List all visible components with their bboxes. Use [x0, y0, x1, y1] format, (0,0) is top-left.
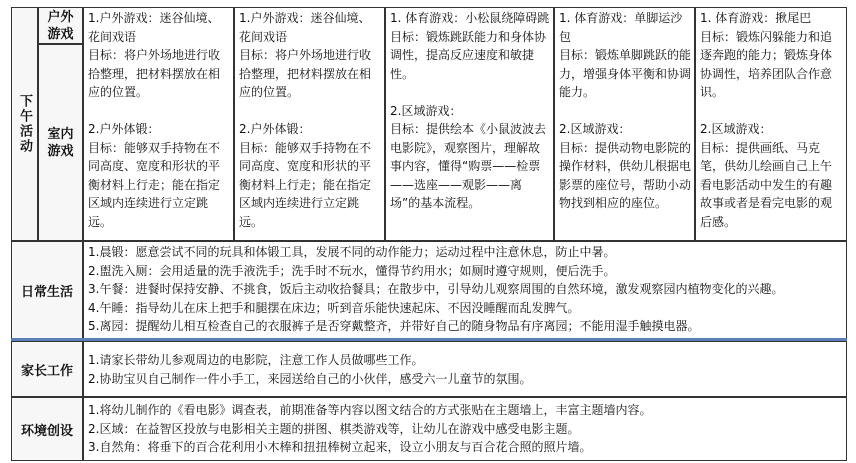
parent-item-1: 1.请家长带幼儿参观周边的电影院，注意工作人员做哪些工作。: [88, 353, 424, 367]
daily-item-nap: 4.午睡：指导幼儿在床上把手和腿摆在床边；听到音乐能快速起床、不因没睡醒而乱发脾气。: [88, 300, 580, 315]
indoor-activity-goal: 目标：提供画纸、马克笔，供幼儿绘画自己上午看电影活动中发生的有趣故事或者是看完电影的观后感。: [700, 140, 833, 229]
environment-item-3: 3.自然角：将垂下的百合花利用小木棒和扭扭棒树立起来，设立小朋友与百合花合照的照片墙。: [88, 440, 592, 454]
outdoor-activity-title: 1. 体育游戏：单脚运沙包: [559, 11, 683, 44]
afternoon-activity-header: [11, 7, 38, 241]
afternoon-activity-label: 下午活动: [17, 94, 32, 154]
environment-content: [83, 397, 847, 461]
outdoor-activity-goal: 目标：锻炼闪躲能力和追逐奔跑的能力；锻炼身体协调性，培养团队合作意识。: [700, 29, 833, 99]
indoor-activity-title: 2.区域游戏：: [700, 122, 772, 136]
outdoor-activity-title: 1.户外游戏：迷谷仙境、花间戏语: [239, 11, 371, 44]
parent-work-label: 家长工作: [20, 363, 73, 379]
day-column-3: [385, 7, 554, 241]
indoor-activity-title: 2.户外体锻：: [88, 122, 160, 136]
daily-life-header: [11, 241, 83, 339]
outdoor-activity-goal: 目标：将户外场地进行收拾整理，把材料摆放在相应的位置。: [239, 48, 372, 99]
parent-item-2: 2.协助宝贝自己制作一件小手工，来园送给自己的小伙伴，感受六一儿童节的氛围。: [88, 371, 532, 386]
daily-item-washing: 2.盥洗入厕：会用适量的洗手液洗手；洗手时不玩水，懂得节约用水；如厕时遵守规则，便后洗手。: [88, 263, 616, 278]
outdoor-game-label: 户外游戏: [47, 9, 74, 42]
indoor-activity-title: 2.区域游戏：: [559, 122, 631, 136]
day-column-1: [83, 7, 234, 241]
environment-item-2: 2.区域：在益智区投放与电影相关主题的拼图、棋类游戏等，让幼儿在游戏中感受电影主题。: [88, 421, 580, 436]
day-column-2: [234, 7, 385, 241]
outdoor-activity-title: 1. 体育游戏：揪尾巴: [700, 11, 812, 25]
outdoor-activity-title: 1.户外游戏：迷谷仙境、花间戏语: [88, 11, 220, 44]
outdoor-activity-title: 1. 体育游戏：小松鼠绕障碍跳: [390, 11, 550, 25]
environment-label: 环境创设: [20, 423, 73, 439]
daily-item-leaving: 5.离园：提醒幼儿相互检查自己的衣服裤子是否穿戴整齐，并带好自己的随身物品有序离园；不能用湿手触摸电器。: [88, 319, 700, 333]
indoor-game-header: [38, 44, 83, 241]
environment-item-1: 1.将幼儿制作的《看电影》调查表，前期准备等内容以图文结合的方式张贴在主题墙上，丰富主题墙内容。: [88, 403, 652, 417]
daily-life-content: [83, 241, 847, 339]
indoor-activity-goal: 目标：能够双手持物在不同高度、宽度和形状的平衡材料上行走；能在指定区域内连续进行立定跳远。: [239, 140, 372, 229]
outdoor-activity-goal: 目标：锻炼跳跃能力和身体协调性，提高反应速度和敏捷性。: [390, 29, 547, 81]
parent-work-content: [83, 341, 847, 397]
daily-life-label: 日常生活: [20, 284, 73, 300]
indoor-activity-goal: 目标：提供动物电影院的操作材料，供幼儿根据电影票的座位号，帮助小动物找到相应的座位。: [559, 140, 692, 210]
day-column-5: [695, 7, 847, 241]
indoor-activity-title: 2.区域游戏：: [390, 103, 462, 118]
daily-item-lunch: 3.午餐：进餐时保持安静、不挑食，饭后主动收拾餐具；在散步中，引导幼儿观察周围的自然环境，激发观察园内植物变化的兴趣。: [88, 282, 784, 296]
parent-work-header: [11, 341, 83, 397]
weekly-plan-table: [11, 7, 847, 461]
environment-header: [11, 397, 83, 461]
indoor-activity-goal: 目标：能够双手持物在不同高度、宽度和形状的平衡材料上行走；能在指定区域内连续进行立定跳远。: [88, 140, 221, 229]
indoor-activity-goal: 目标：提供绘本《小鼠波波去电影院》，观察图片，理解故事内容，懂得“购票——检票——选座——观影——离场”的基本流程。: [390, 122, 547, 210]
indoor-activity-title: 2.户外体锻：: [239, 122, 311, 136]
day-column-4: [554, 7, 695, 241]
outdoor-activity-goal: 目标：将户外场地进行收拾整理，把材料摆放在相应的位置。: [88, 48, 221, 99]
daily-item-morning-exercise: 1.晨锻：愿意尝试不同的玩具和体锻工具，发展不同的动作能力；运动过程中注意休息，防止中暑。: [88, 245, 616, 259]
indoor-game-label: 室内游戏: [47, 126, 74, 159]
outdoor-activity-goal: 目标：锻炼单脚跳跃的能力，增强身体平衡和协调能力。: [559, 48, 692, 99]
outdoor-game-header: [38, 7, 83, 44]
